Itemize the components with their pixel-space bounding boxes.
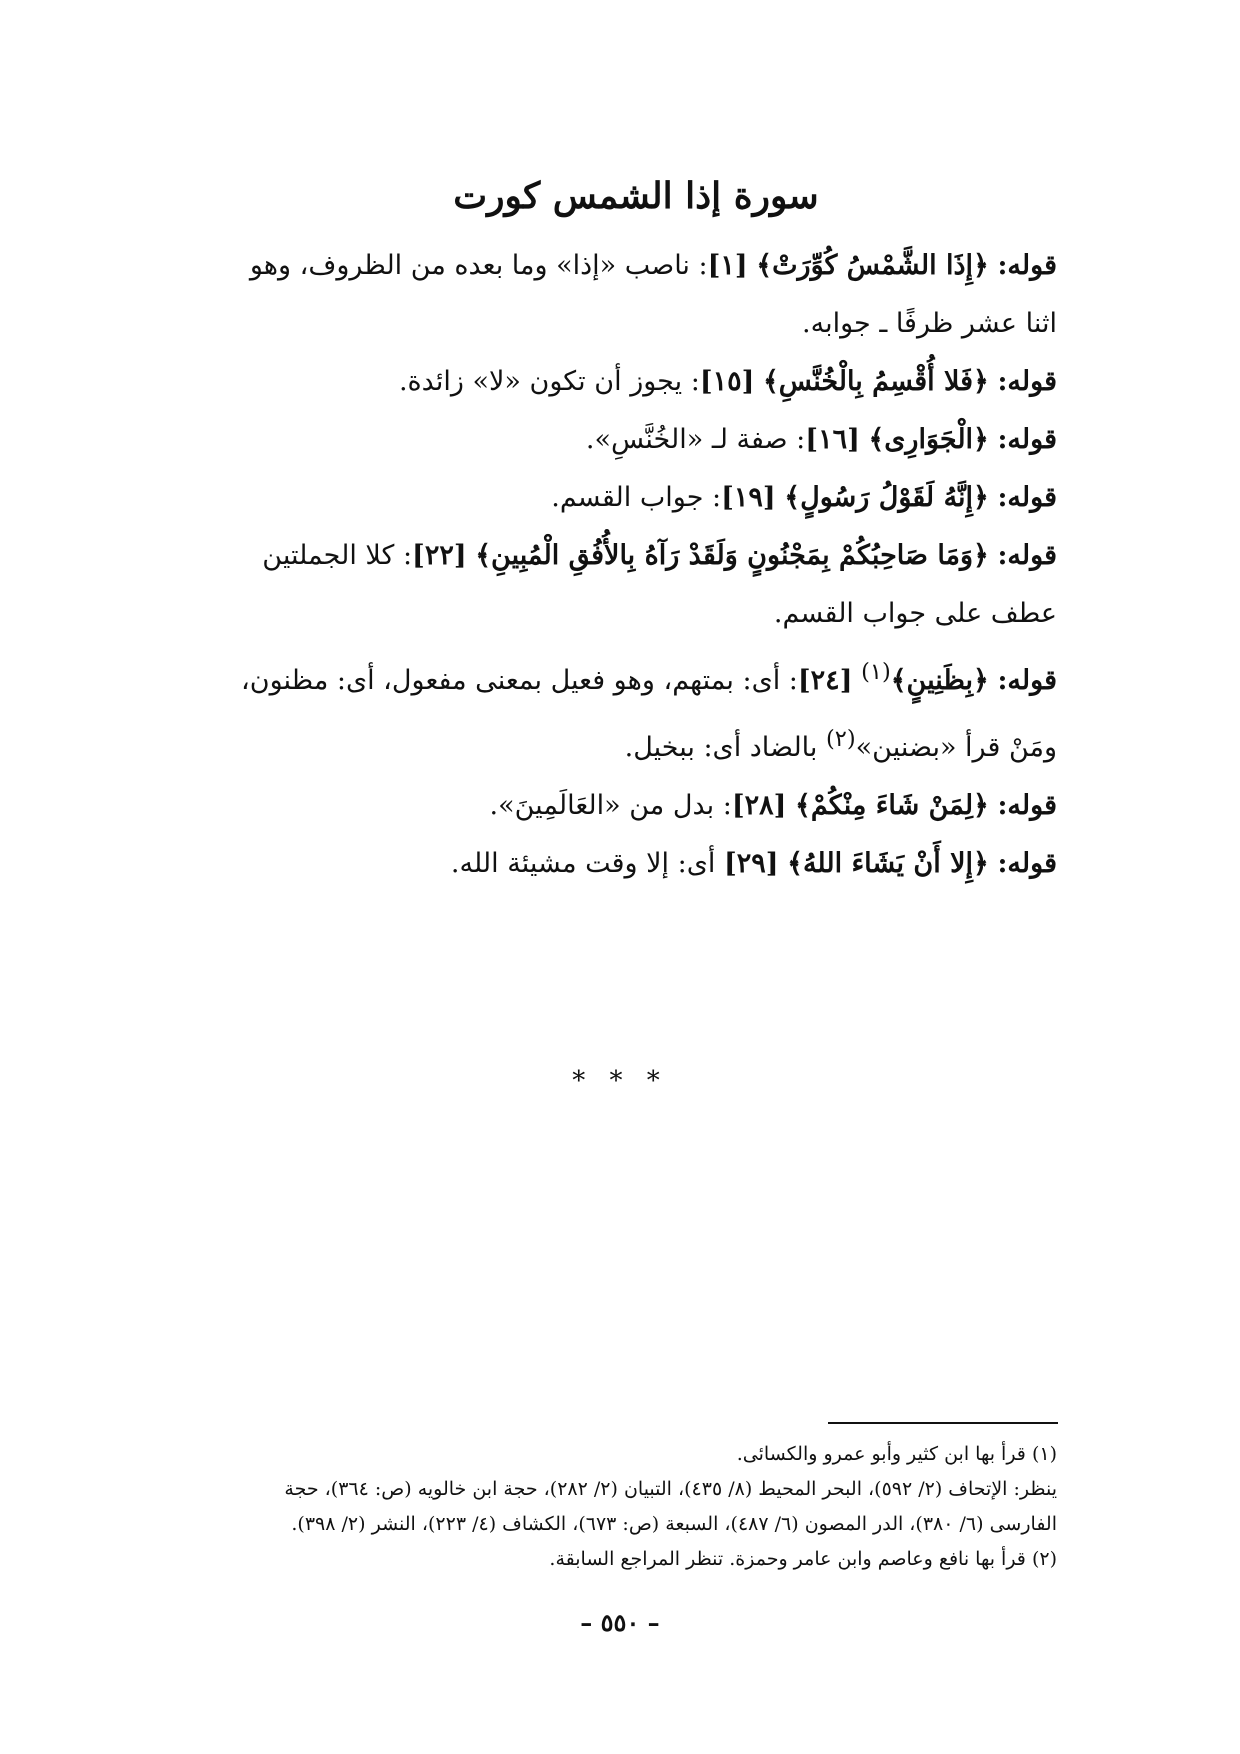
verse-number: [٢٢] bbox=[412, 540, 467, 571]
entry-7 bbox=[215, 777, 1057, 835]
entry-text: : ناصب «إذا» وما بعده من الظروف، وهو اثنا عشر ظرفًا ـ جوابه. bbox=[249, 250, 1057, 339]
footnotes bbox=[215, 1437, 1057, 1577]
entry-keyword: قوله: bbox=[997, 424, 1057, 455]
main-text bbox=[215, 175, 1057, 893]
section-separator: * * * bbox=[572, 1066, 668, 1096]
entry-text: أى: إلا وقت مشيئة الله. bbox=[450, 848, 724, 879]
entry-4 bbox=[215, 469, 1057, 527]
verse-number: [١٦] bbox=[805, 424, 860, 455]
entry-6 bbox=[215, 643, 1057, 777]
entry-text: : بدل من «العَالَمِينَ». bbox=[489, 790, 732, 821]
quran-verse: ﴿إِلا أَنْ يَشَاءَ اللهُ﴾ bbox=[787, 848, 989, 879]
entry-3 bbox=[215, 411, 1057, 469]
entry-text: : كلا الجملتين عطف على جواب القسم. bbox=[262, 540, 1057, 629]
entry-text: : أى: بمتهم، وهو فعيل بمعنى مفعول، أى: مظنون، ومَنْ قرأ «بضنين» bbox=[241, 665, 1057, 763]
footnote-number: (٢) bbox=[1031, 1548, 1057, 1570]
quran-verse: ﴿فَلا أُقْسِمُ بِالْخُنَّسِ﴾ bbox=[762, 366, 989, 397]
entry-keyword: قوله: bbox=[997, 250, 1057, 281]
footnote-marker: (١) bbox=[861, 659, 891, 685]
entry-8 bbox=[215, 835, 1057, 893]
verse-number: [١] bbox=[707, 250, 748, 281]
footnote-2 bbox=[215, 1542, 1057, 1577]
verse-number: [٢٤] bbox=[797, 665, 853, 696]
entry-keyword: قوله: bbox=[997, 848, 1057, 879]
page-number: – ٥٥٠ – bbox=[580, 1608, 660, 1637]
entry-keyword: قوله: bbox=[997, 540, 1057, 571]
quran-verse: ﴿إِنَّهُ لَقَوْلُ رَسُولٍ﴾ bbox=[784, 482, 989, 513]
quran-verse: ﴿وَمَا صَاحِبُكُمْ بِمَجْنُونٍ وَلَقَدْ رَآهُ بِالأُفُقِ الْمُبِينِ﴾ bbox=[475, 540, 989, 571]
footnote-text: قرأ بها نافع وعاصم وابن عامر وحمزة. تنظر المراجع السابقة. bbox=[549, 1548, 1026, 1570]
entry-keyword: قوله: bbox=[997, 366, 1057, 397]
quran-verse: ﴿بِظَنِينٍ﴾ bbox=[890, 665, 989, 696]
entry-2 bbox=[215, 353, 1057, 411]
surah-title: سورة إذا الشمس كورت bbox=[453, 175, 819, 217]
footnote-1 bbox=[215, 1437, 1057, 1472]
footnote-number: (١) bbox=[1031, 1443, 1057, 1465]
entry-keyword: قوله: bbox=[997, 790, 1057, 821]
quran-verse: ﴿الْجَوَارِى﴾ bbox=[868, 424, 989, 455]
entry-text: : صفة لـ «الخُنَّسِ». bbox=[585, 424, 806, 455]
footnote-divider bbox=[828, 1422, 1058, 1424]
quran-verse: ﴿إِذَا الشَّمْسُ كُوِّرَتْ﴾ bbox=[756, 250, 989, 281]
footnote-1-references: ينظر: الإتحاف (٢/ ٥٩٢)، البحر المحيط (٨/ ٤٣٥)، التبيان (٢/ ٢٨٢)، حجة ابن خالويه (ص: ٣٦٤)، حجة الفارسى (٦/ ٣٨٠)، الدر المصون (٦/ ٤٨٧)، السبعة (ص: ٦٧٣)، الكشاف (٤/ ٢٢٣)، النشر (٢/ ٣٩٨). bbox=[284, 1478, 1057, 1535]
footnote-text: قرأ بها ابن كثير وأبو عمرو والكسائى. bbox=[736, 1443, 1026, 1465]
verse-number: [٢٩] bbox=[723, 848, 779, 879]
entry-5 bbox=[215, 527, 1057, 643]
verse-number: [١٥] bbox=[699, 366, 755, 397]
entry-1 bbox=[215, 237, 1057, 353]
entry-text: : يجوز أن تكون «لا» زائدة. bbox=[398, 366, 700, 397]
verse-number: [٢٨] bbox=[731, 790, 787, 821]
entry-keyword: قوله: bbox=[997, 665, 1057, 696]
entry-keyword: قوله: bbox=[997, 482, 1057, 513]
verse-number: [١٩] bbox=[721, 482, 776, 513]
quran-verse: ﴿لِمَنْ شَاءَ مِنْكُمْ﴾ bbox=[795, 790, 989, 821]
footnote-marker: (٢) bbox=[826, 726, 856, 752]
entry-text: بالضاد أى: ببخيل. bbox=[624, 732, 826, 763]
entry-text: : جواب القسم. bbox=[551, 482, 722, 513]
